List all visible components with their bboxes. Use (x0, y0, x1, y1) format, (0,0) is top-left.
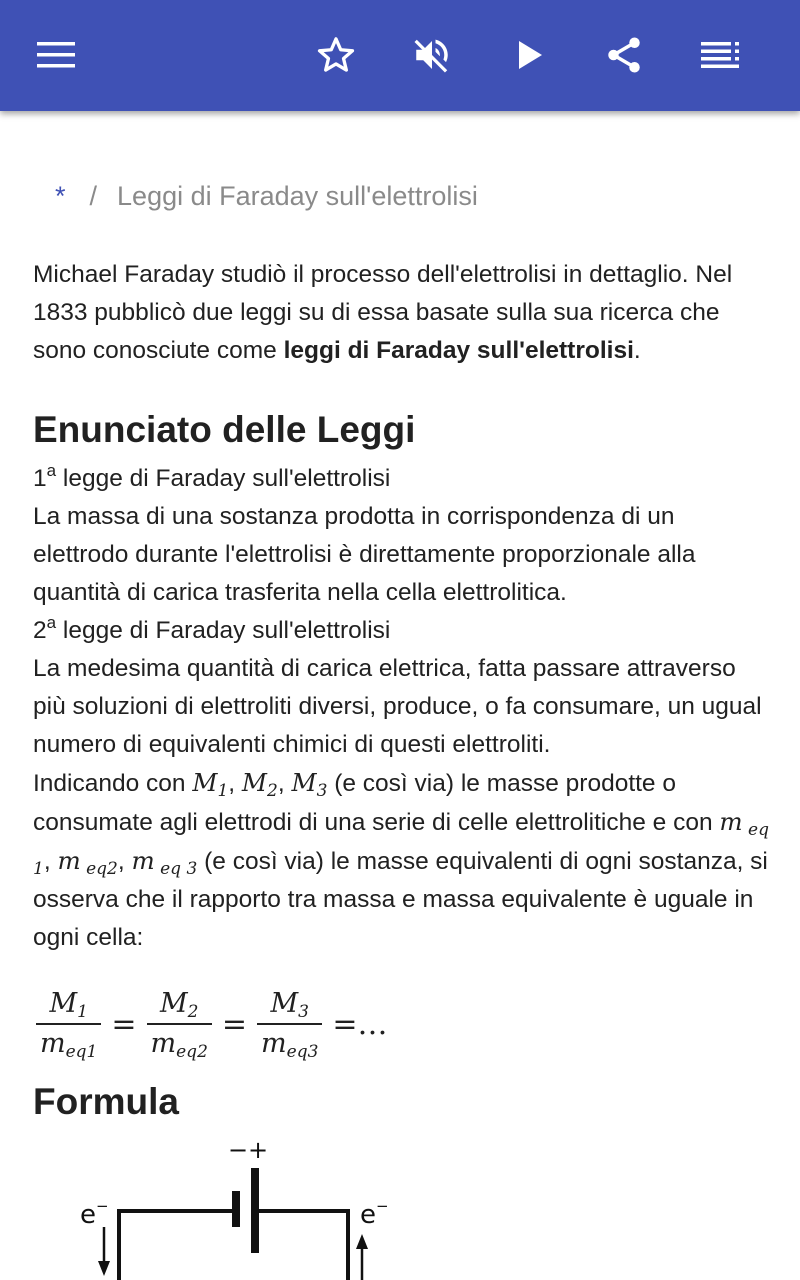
section-title-enunciato: Enunciato delle Leggi (33, 409, 416, 450)
breadcrumb-home-link[interactable]: * (55, 181, 66, 211)
law1-heading: 1$^a$ legge di Faraday sull'elettrolisi (33, 461, 391, 492)
faraday-equation (30, 987, 392, 1061)
electron-label-left: e− (80, 1197, 109, 1230)
battery-plus-label: + (248, 1136, 269, 1164)
section-title-formula: Formula (33, 1081, 179, 1122)
play-icon (515, 38, 545, 72)
volume-off-icon (411, 34, 453, 76)
laws-body (33, 460, 773, 957)
intro-end: . (633, 337, 641, 364)
intro-paragraph (33, 256, 773, 370)
equals-ellipsis: =… (332, 1006, 388, 1042)
electron-flow-arrow-down (98, 1227, 110, 1276)
breadcrumb (55, 181, 478, 212)
law2-text: La medesima quantità di carica elettrica, fatta passare attraverso più soluzioni di elettroliti diversi, produce, o fa consumare, un ugual numero di equivalenti chimici di questi elettroliti. (33, 655, 762, 758)
breadcrumb-current: Leggi di Faraday sull'elettrolisi (117, 181, 478, 211)
mass-ratio-paragraph: Indicando con $M_1$, $M_2$, $M_3$ (e così via) le masse prodotte o consumate agli elettrodi di una serie di celle elettrolitiche e con m $_{eq 1}$, m $_{eq2}$, m $_{eq 3}$ (e così via) le masse equivalenti di ogni sostanza, si osserva che il rapporto tra massa e massa equivalente è uguale in ogni cella: (33, 768, 769, 951)
share-icon (603, 34, 645, 76)
law1-text: La massa di una sostanza prodotta in corrispondenza di un elettrodo durante l'elettrolisi è direttamente proporzionale alla quantità di carica trasferita nella cella elettrolitica. (33, 503, 696, 606)
equals-sign: = (221, 1006, 248, 1042)
menu-button[interactable] (24, 23, 88, 87)
mute-button[interactable] (400, 23, 464, 87)
fraction-1: $\frac{M_1}{m_{eq1}}$ (36, 987, 101, 1061)
fraction-3: $\frac{M_3}{m_{eq3}}$ (257, 987, 322, 1061)
app-bar (0, 0, 800, 111)
battery-minus-label: − (228, 1136, 249, 1164)
electron-label-right: e− (360, 1197, 389, 1230)
article-content (0, 111, 800, 1280)
contents-button[interactable] (688, 23, 752, 87)
play-button[interactable] (498, 23, 562, 87)
intro-text: Michael Faraday studiò il processo dell'elettrolisi in dettaglio. Nel 1833 pubblicò due leggi su di essa basate sulla sua ricerca che sono conosciute come (33, 261, 733, 364)
law2-heading: 2$^a$ legge di Faraday sull'elettrolisi (33, 613, 391, 644)
equals-sign: = (111, 1006, 137, 1042)
fraction-2: $\frac{M_2}{m_{eq2}}$ (147, 987, 212, 1061)
star-icon (315, 34, 357, 76)
bookmark-button[interactable] (304, 23, 368, 87)
breadcrumb-separator: / (89, 181, 98, 211)
menu-icon (37, 41, 75, 69)
list-icon (701, 42, 739, 68)
intro-bold: leggi di Faraday sull'elettrolisi (283, 337, 634, 364)
share-button[interactable] (592, 23, 656, 87)
electron-flow-arrow-up (356, 1234, 368, 1280)
electrolysis-circuit-diagram (70, 1131, 410, 1280)
